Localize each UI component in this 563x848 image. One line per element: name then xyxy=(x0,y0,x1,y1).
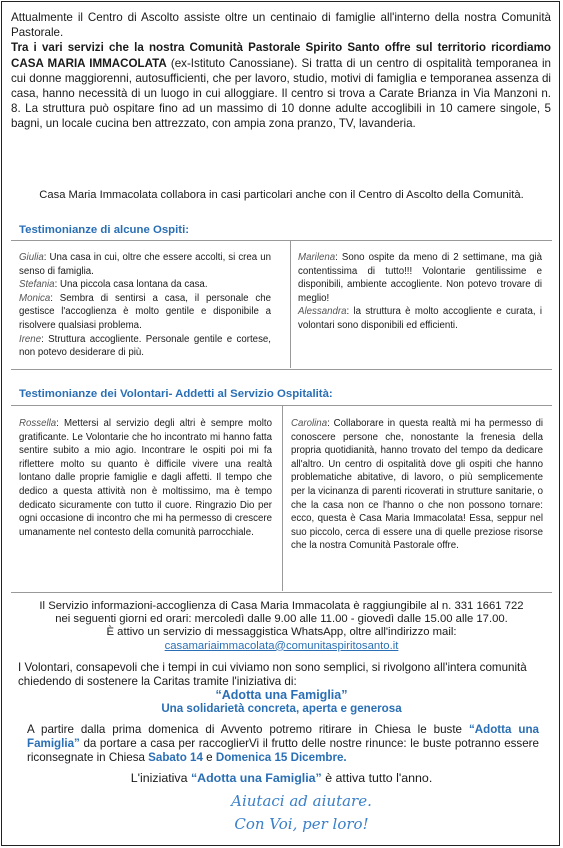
final-line xyxy=(0,771,563,785)
guest-name: Stefania xyxy=(19,279,55,291)
guest-text: : la struttura è molto accogliente e curata, i volontari sono disponibili ed efficienti. xyxy=(298,306,542,331)
guest-text: : Sembra di sentirsi a casa, il personale che gestisce l'accoglienza è molto gentile e disponibile a risolvere qualsiasi problema. xyxy=(19,292,271,331)
guests-right-column xyxy=(298,251,542,333)
guest-name: Monica xyxy=(19,292,51,304)
appeal-text: I Volontari, consapevoli che i tempi in cui viviamo non sono semplici, si rivolgono all'intera comunità chiedendo di sostenere la Caritas tramite l'iniziativa di: xyxy=(18,661,527,688)
intro-section xyxy=(11,10,551,132)
advent-date-sunday: Domenica 15 Dicembre. xyxy=(215,751,347,764)
advent-text: A partire dalla prima domenica di Avvento potremo ritirare in Chiesa le buste xyxy=(27,723,469,736)
advent-paragraph xyxy=(27,723,539,765)
email-link[interactable]: casamariaimmacolata@comunitaspiritosanto.it xyxy=(164,639,399,652)
guest-testimony xyxy=(19,333,271,360)
guest-text: : Sono ospite da meno di 2 settimane, ma già contentissima di tutto!!! Volontarie gentilissime e disponibili, ambiente accogliente. Non potevo trovare di meglio! xyxy=(298,252,542,304)
intro-text-2: donne maggiorenni, autosufficienti, che per lavoro, studio, motivi di famiglia e temporanea assenza di casa, hanno necessità di un luogo in cui alloggiare. xyxy=(11,71,551,101)
guest-name: Irene xyxy=(19,333,42,345)
guests-divider xyxy=(290,240,291,368)
intro-paragraph-1: Attualmente il Centro di Ascolto assiste oltre un centinaio di famiglie all'interno della nostra Comunità Pastorale. xyxy=(11,11,551,40)
volunteer-name: Rossella xyxy=(19,418,57,429)
info-phone-line: Il Servizio informazioni-accoglienza di Casa Maria Immacolata è raggiungibile al n. 331 1661 722 xyxy=(39,600,524,612)
info-hours-line: nei seguenti giorni ed orari: mercoledì dalle 9.00 alle 11.00 - giovedì dalle 15.00 alle 17.00. xyxy=(55,613,508,626)
volunteers-right-column xyxy=(291,417,543,553)
guest-testimony xyxy=(19,251,271,278)
guest-name: Alessandra xyxy=(298,306,347,318)
signature-line-1: Aiutaci ad aiutare. xyxy=(231,792,372,810)
collab-note: Casa Maria Immacolata collabora in casi particolari anche con il Centro di Ascolto della Comunità. xyxy=(39,189,524,201)
advent-text: e xyxy=(202,751,216,764)
volunteers-divider xyxy=(282,405,283,591)
info-whatsapp-line: È attivo un servizio di messaggistica WhatsApp, oltre all'indirizzo mail: xyxy=(106,626,457,639)
guest-text: : Una casa in cui, oltre che essere accolti, si crea un senso di famiglia. xyxy=(19,252,271,277)
volunteer-name: Carolina xyxy=(291,418,328,429)
advent-date-saturday: Sabato 14 xyxy=(148,751,203,764)
guests-left-column xyxy=(19,251,271,360)
guest-testimony xyxy=(19,292,271,333)
intro-paragraph-2 xyxy=(11,40,551,131)
guest-text: : Struttura accogliente. Personale gentile e cortese, non potevo desiderare di più. xyxy=(19,333,271,359)
guest-name: Marilena xyxy=(298,252,336,263)
volunteers-left-column xyxy=(19,417,272,539)
appeal-title: “Adotta una Famiglia” xyxy=(215,688,348,702)
final-text: L'iniziativa xyxy=(130,771,191,785)
intro-text-3: Il centro si trova a Carate Brianza in Via Manzoni n. 8. La struttura può ospitare fino ad un massimo di 10 donne adulte accoglibili in 10 camere singole, 5 bagni, un locale cucina ben attrezzato, con ampia zona pranzo, TV, lavanderia. xyxy=(11,87,552,131)
guest-text: : Una piccola casa lontana da casa. xyxy=(54,279,208,291)
volunteer-testimony xyxy=(19,417,272,539)
signature-line-2: Con Voi, per loro! xyxy=(234,815,369,833)
final-highlight: “Adotta una Famiglia” xyxy=(190,771,322,785)
guest-testimony xyxy=(298,305,542,332)
guests-heading: Testimonianze di alcune Ospiti: xyxy=(19,224,190,236)
volunteer-text: : Mettersi al servizio degli altri è sempre molto gratificante. Le Volontarie che ho incontrato mi hanno fatta sentire subito a mio agio. Incontrare le ospiti poi mi fa riflettere molto su quanto è difficile vivere una realtà lontano dalle proprie famiglie e dagli affetti. Il tempo che dedico a questa attività non è moltissimo, ma è tempo dedicato sicuramente con tutto il cuore. Ringrazio Dio per ogni occasione di incontro che mi ha permesso di crescere umanamente nel contesto della comunità parrocchiale. xyxy=(19,418,272,538)
volunteer-testimony xyxy=(291,417,543,553)
advent-text: da portare a casa per raccoglierVi il frutto delle nostre rinunce: le buste potranno essere riconsegnate in Chiesa xyxy=(27,737,539,764)
appeal-subtitle: Una solidarietà concreta, aperta e generosa xyxy=(161,702,402,715)
guest-testimony xyxy=(298,251,542,305)
guest-testimony xyxy=(19,278,271,292)
advent-highlight: “Adotta una Famiglia” xyxy=(27,723,539,750)
intro-bold-text: Tra i vari servizi che la nostra Comunità Pastorale Spirito Santo offre sul territorio ricordiamo CASA MARIA IMMACOLATA xyxy=(11,41,551,70)
info-section xyxy=(0,600,563,653)
final-text: è attiva tutto l'anno. xyxy=(321,771,433,785)
intro-text: (ex-Istituto Canossiane). Si tratta di un centro di ospitalità temporanea in cui xyxy=(11,56,551,85)
guest-name: Giulia xyxy=(19,252,44,263)
volunteer-text: : Collaborare in questa realtà mi ha permesso di conoscere persone che, nonostante la frenesia della propria quotidianità, hanno trovato del tempo da dedicare all'altro. Un centro di ospitalità dove gli ospiti che hanno problematiche abitative, di lavoro, o più semplicemente per la vicinanza di parenti ricoverati in strutture sanitarie, o che la casa non ce l'hanno o che non possono tornare: ecco, questa è Casa Maria Immacolata! Essa, seppur nel suo piccolo, cerca di essere una di quelle preziose risorse che la nostra Comunità Pastorale offre. xyxy=(291,418,543,552)
volunteers-heading: Testimonianze dei Volontari- Addetti al Servizio Ospitalità: xyxy=(19,388,333,400)
